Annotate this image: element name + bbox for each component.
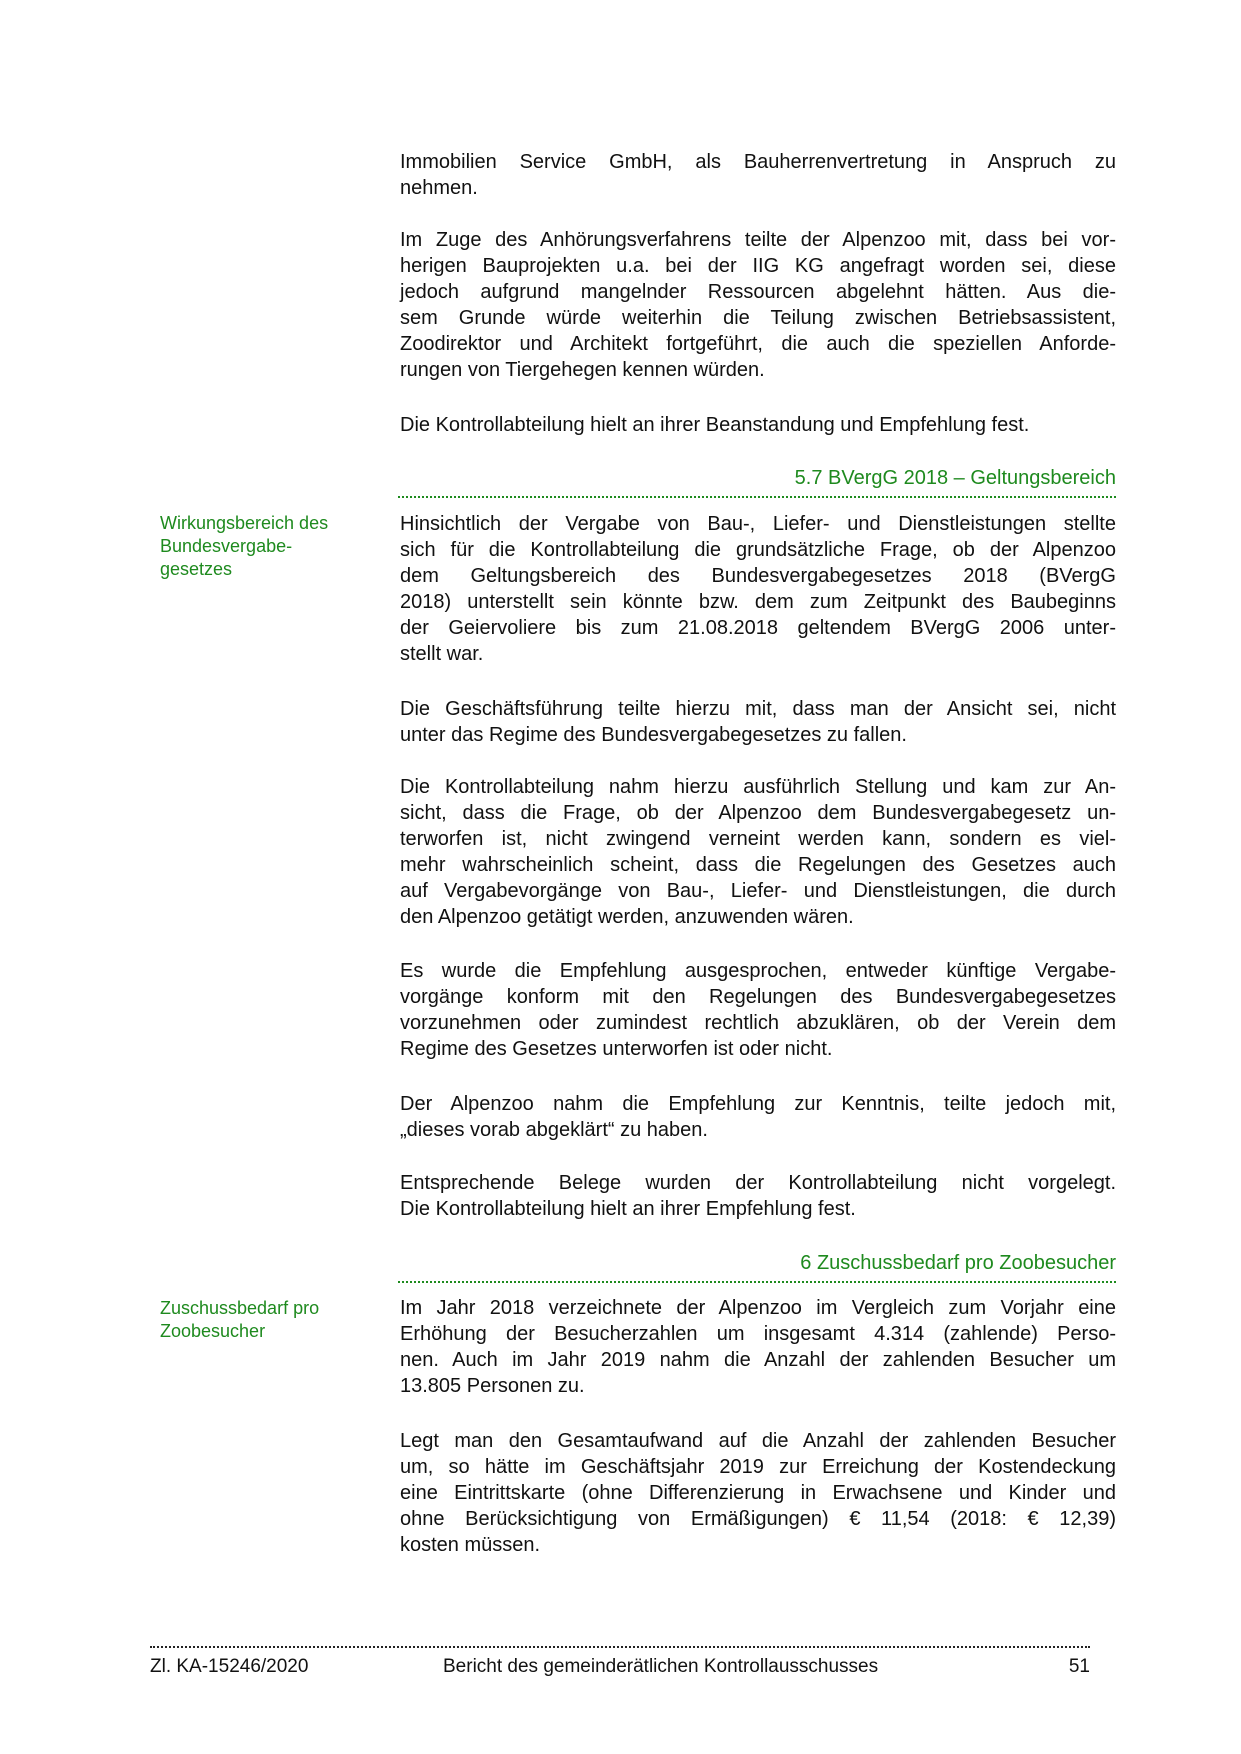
footer-divider — [150, 1646, 1090, 1648]
paragraph-line: Zoodirektor und Architekt fortgeführt, die auch die speziellen Anforde- — [400, 333, 1116, 355]
paragraph-line: Die Geschäftsführung teilte hierzu mit, dass man der Ansicht sei, nicht — [400, 698, 1116, 720]
paragraph-line: Die Kontrollabteilung nahm hierzu ausführlich Stellung und kam zur An- — [400, 776, 1116, 798]
body-paragraph — [400, 958, 1116, 1062]
body-paragraph — [400, 696, 1116, 748]
paragraph-line: Regime des Gesetzes unterworfen ist oder nicht. — [400, 1038, 833, 1060]
margin-note-line: Zoobesucher — [160, 1321, 266, 1341]
paragraph-line: Die Kontrollabteilung hielt an ihrer Beanstandung und Empfehlung fest. — [400, 414, 1030, 436]
paragraph-line: Immobilien Service GmbH, als Bauherrenvertretung in Anspruch zu — [400, 151, 1116, 173]
margin-note-zuschussbedarf — [160, 1297, 370, 1343]
paragraph-line: Im Zuge des Anhörungsverfahrens teilte der Alpenzoo mit, dass bei vor- — [400, 229, 1116, 251]
body-paragraph — [400, 511, 1116, 667]
paragraph-line: sem Grunde würde weiterhin die Teilung zwischen Betriebsassistent, — [400, 307, 1116, 329]
paragraph-line: ohne Berücksichtigung von Ermäßigungen) € 11,54 (2018: € 12,39) — [400, 1508, 1116, 1530]
paragraph-line: den Alpenzoo getätigt werden, anzuwenden wären. — [400, 906, 854, 928]
paragraph-line: kosten müssen. — [400, 1534, 541, 1556]
body-paragraph — [400, 227, 1116, 383]
margin-note-wirkungsbereich — [160, 512, 370, 581]
paragraph-line: Die Kontrollabteilung hielt an ihrer Empfehlung fest. — [400, 1198, 856, 1220]
paragraph-line: Der Alpenzoo nahm die Empfehlung zur Kenntnis, teilte jedoch mit, — [400, 1093, 1116, 1115]
paragraph-line: „dieses vorab abgeklärt“ zu haben. — [400, 1119, 708, 1141]
paragraph-line: unter das Regime des Bundesvergabegesetzes zu fallen. — [400, 724, 907, 746]
body-paragraph — [400, 1170, 1116, 1222]
paragraph-line: sicht, dass die Frage, ob der Alpenzoo dem Bundesvergabegesetz un- — [400, 802, 1116, 824]
page-number: 51 — [1068, 1656, 1090, 1677]
paragraph-line: vorgänge konform mit den Regelungen des Bundesvergabegesetzes — [400, 986, 1116, 1008]
paragraph-line: eine Eintrittskarte (ohne Differenzierung in Erwachsene und Kinder und — [400, 1482, 1116, 1504]
footer-title: Bericht des gemeinderätlichen Kontrollausschusses — [443, 1656, 879, 1677]
paragraph-line: 2018) unterstellt sein könnte bzw. dem zum Zeitpunkt des Baubeginns — [400, 591, 1116, 613]
body-paragraph — [400, 774, 1116, 930]
margin-note-line: Zuschussbedarf pro — [160, 1298, 320, 1318]
body-paragraph — [400, 1295, 1116, 1399]
margin-note-line: Wirkungsbereich des — [160, 513, 329, 533]
paragraph-line: terworfen ist, nicht zwingend verneint werden kann, sondern es viel- — [400, 828, 1116, 850]
paragraph-line: mehr wahrscheinlich scheint, dass die Regelungen des Gesetzes auch — [400, 854, 1116, 876]
paragraph-line: Legt man den Gesamtaufwand auf die Anzahl der zahlenden Besucher — [400, 1430, 1116, 1452]
paragraph-line: Im Jahr 2018 verzeichnete der Alpenzoo im Vergleich zum Vorjahr eine — [400, 1297, 1116, 1319]
footer-reference: Zl. KA-15246/2020 — [150, 1656, 309, 1677]
paragraph-line: herigen Bauprojekten u.a. bei der IIG KG angefragt worden sei, diese — [400, 255, 1116, 277]
margin-note-line: gesetzes — [160, 559, 233, 579]
body-paragraph — [400, 1428, 1116, 1558]
paragraph-line: 13.805 Personen zu. — [400, 1375, 585, 1397]
paragraph-line: sich für die Kontrollabteilung die grundsätzliche Frage, ob der Alpenzoo — [400, 539, 1116, 561]
paragraph-line: Entsprechende Belege wurden der Kontrollabteilung nicht vorgelegt. — [400, 1172, 1116, 1194]
body-paragraph — [400, 412, 1116, 438]
paragraph-line: Hinsichtlich der Vergabe von Bau-, Liefer- und Dienstleistungen stellte — [400, 513, 1116, 535]
paragraph-line: rungen von Tiergehegen kennen würden. — [400, 359, 765, 381]
section-heading-6: 6 Zuschussbedarf pro Zoobesucher — [800, 1252, 1116, 1274]
section-heading-5-7: 5.7 BVergG 2018 – Geltungsbereich — [794, 467, 1116, 489]
paragraph-line: jedoch aufgrund mangelnder Ressourcen abgelehnt hätten. Aus die- — [400, 281, 1116, 303]
heading-divider — [398, 1281, 1116, 1283]
heading-divider — [398, 496, 1116, 498]
body-paragraph — [400, 1091, 1116, 1143]
paragraph-line: Erhöhung der Besucherzahlen um insgesamt 4.314 (zahlende) Perso- — [400, 1323, 1116, 1345]
paragraph-line: um, so hätte im Geschäftsjahr 2019 zur Erreichung der Kostendeckung — [400, 1456, 1116, 1478]
paragraph-line: dem Geltungsbereich des Bundesvergabegesetzes 2018 (BVergG — [400, 565, 1116, 587]
paragraph-line: nehmen. — [400, 177, 478, 199]
paragraph-line: auf Vergabevorgänge von Bau-, Liefer- und Dienstleistungen, die durch — [400, 880, 1116, 902]
paragraph-line: vorzunehmen oder zumindest rechtlich abzuklären, ob der Verein dem — [400, 1012, 1116, 1034]
paragraph-line: stellt war. — [400, 643, 484, 665]
paragraph-line: nen. Auch im Jahr 2019 nahm die Anzahl der zahlenden Besucher um — [400, 1349, 1116, 1371]
paragraph-line: der Geiervoliere bis zum 21.08.2018 geltendem BVergG 2006 unter- — [400, 617, 1116, 639]
paragraph-line: Es wurde die Empfehlung ausgesprochen, entweder künftige Vergabe- — [400, 960, 1116, 982]
margin-note-line: Bundesvergabe- — [160, 536, 293, 556]
body-paragraph — [400, 149, 1116, 201]
